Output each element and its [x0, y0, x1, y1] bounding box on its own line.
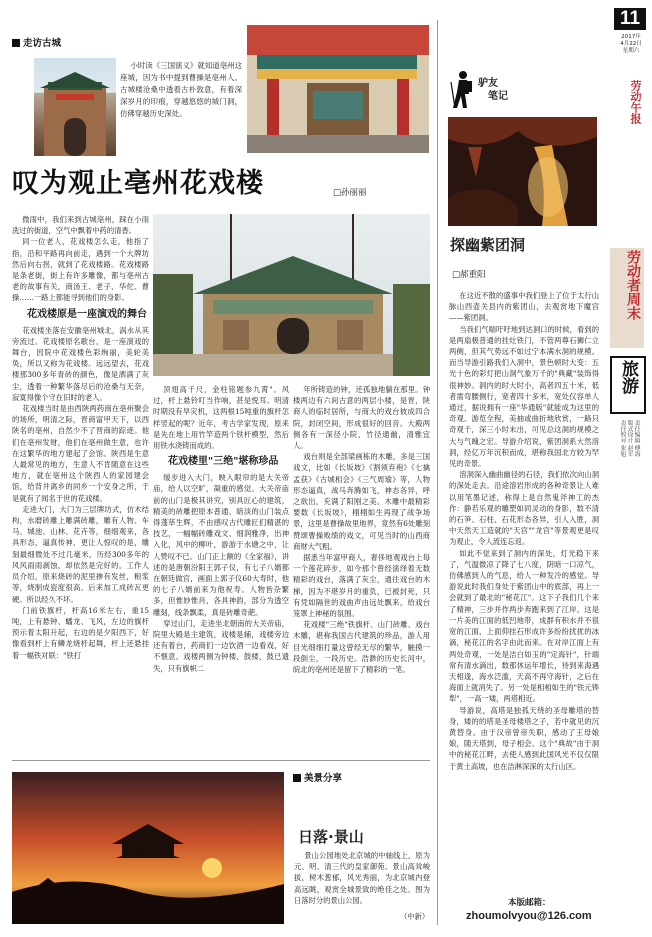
paragraph: 门前铁旗杆，杆高16米左右，重15吨，上有悬钟、蟠龙、飞风，左边的旗杆预示着太阳升起，右边的是夕阳西下，好像看到杆上有鳞龙烧杆起舞，杆上还悬挂着一幅铁对联："铁打 — [12, 605, 149, 660]
share-body: 景山公园地处北京城的中轴线上，原为元、明、清三代的皇家御苑。景山高耸峻拔，树木葱郁，风光秀丽，为北京城内登高远眺，观赏全城景致的绝佳之处。图为日落时分的景山公园。 — [294, 851, 430, 905]
jingshan-sunset-photo — [12, 772, 284, 924]
cave-photo — [448, 117, 597, 226]
paragraph: 如此不觉来到了洞内的深处，灯光稳下来了，气温微凉了降了七八度，阴暗一口凉气，仿佛感到人的气息，给人一种发冷的感觉。导游说此时我们身处于紫团山中的底部，再上一会就到了最北的"秘花江"。这下子我们几个来了精神，三步并作两步奔跑来到了江岸。这是一片美的江面的低凹地带，成群有积水并不很宽的江面，上面仰挂石形成许多纷纷扰扰的冰滴，秘花江的名字由此而来。在对岸江面上有两处奇观，一处是洁白如玉的"定海针"，针端常有清水滴出，数那休运年增长，待到来海遇天相逢，海水泛滥，天高不再守海针，之后在海面上就消失了。另一处是相相如生的"铁元铧犁"，一高一矮，两塔相近。 — [449, 548, 599, 704]
mailbox-label: 本版邮箱： — [508, 898, 551, 908]
paragraph: 缓步进入大门，映入眼帘的是大关帝庙，给人以空旷，凝重的感觉。大关帝庙前的山门是极其讲究，别具匠心的建筑，精美的砖雕把原本普通、暗淡的山门装点得蓬荜生辉，不由感叹古代雕匠们精湛的技艺，一幅幅砖雕戏文、细润雅净，出神入化，风中的柳叶，游游于水塘之中，让人赞叹不已。山门正上额的《全家福》，讲述的是唐朝汾阳王郭子仪，有七子八婿都在朝廷做官，画面上郭子仪60大寿时，他的七子八婿前来为他祝寿。人物皆杂繁多，但惟妙惟肖，各具神韵，部分为透空雕刻，线条飘柔，真是砖雕奇葩。 — [153, 473, 289, 617]
old-town-gate-photo — [34, 58, 116, 156]
subheading-stage: 花戏楼原是一座演戏的舞台 — [27, 308, 147, 320]
subheading-three-wonders: 花戏楼里"三绝"堪称珍品 — [168, 456, 279, 468]
paper-logo: 劳动午报 — [629, 80, 642, 124]
weekly-title: 劳动者周末 — [625, 250, 641, 320]
paragraph: 同一位老人，花戏楼怎么走，他指了指，沿和平路再向前走，遇到一个大牌坊然后向右拐，就到了花戏楼路。花戏楼路是条老街，街上有许多雕像，都与亳州古老的故事有关，商汤王、老子、华佗、曹操……一路上都能寻到他们的身影。 — [12, 237, 149, 303]
right-rail — [604, 0, 652, 937]
article-column-1 — [12, 214, 149, 754]
paragraph: 年所铸造的钟，还孤独地躺在那里。钟楼两边有六间古意的两层小楼，是晋，陕商人的临时居所，与商大的戏台彼成四合院，封闭空间，形成很好的回音。大殿两侧各有一深径小院，竹径通幽，清雅宜人。 — [293, 385, 430, 451]
column-label-top: 驴友 — [478, 78, 498, 89]
cave-body — [449, 290, 599, 880]
paragraph: 花戏楼当时是由西陕两药商在亳州聚会的场所，明清之际，晋商富甲天下，以西陕名的亳州，自然少不了晋商的踪迹。他们在亳州发财，他们在亳州做生意，也许在这繁华的地方建起了会馆。陕西是生意人最常见的地方，生意人不肯随意在这些地方，就在亳州这个陕西人的家园建会馆，给背井离乡的同乡一个安身之所，于是就有了闻名于世的花戏楼。 — [12, 404, 149, 503]
section-name: 旅游 — [618, 360, 638, 394]
column-divider — [437, 20, 438, 925]
paragraph: 在这近不散的盛事中我们登上了位于太行山脉山西壶关县内的紫团山，去观赏地下魔宫——紫团洞。 — [449, 291, 599, 323]
paragraph: 穿过山门，走进坐北朝南的大关帝庙，院里大殿是主建筑，戏楼是辅，戏楼旁边还有着台，药商们一边饮酒一边看戏，好不惬意。戏楼两侧为钟楼、鼓楼，鼓已遗失，只有旗帜二 — [153, 618, 289, 673]
paragraph: 顶翅高千尺，金柱铭题参九霄"。风过，杆上悬铃叮当作响，甚是悦耳。明清时期没有旱灾机，这两根15吨重的旗杆怎样竖起的呢？近年，考古学家发现，原来是先在地上用竹竿造两个铁杆模型，然后用铁水浇铸而成的。 — [153, 385, 289, 451]
cave-headline: 探幽紫团洞 — [450, 236, 526, 254]
cave-author: □郝重阳 — [452, 270, 486, 280]
hall-interior-photo — [247, 25, 429, 153]
visit-intro: 小时读《三国演义》就知道亳州这座城，因为书中提到曹操是亳州人。古城楼沧桑中透着古朴敦意，有着深深岁月的印痕，穿越悠悠的城门洞，仿佛穿越历史深处。 — [120, 61, 242, 118]
paragraph: 据悉当年富甲商人，奢侈地观戏台上每一个莲花碎步，如今那个曾经演绎着无数精彩的戏台，落满了灰尘，通往戏台的木梯，因为不堪岁月的重负，已被封死，只有凭如隔世的戏曲声由远处飘来，给戏台笼罩上神秘的氛围。 — [293, 553, 430, 619]
article-column-2 — [153, 384, 289, 754]
main-headline: 叹为观止亳州花戏楼 — [12, 168, 264, 199]
page-number: 11 — [614, 8, 646, 30]
share-source: （中新） — [400, 912, 430, 921]
paragraph: 导游说，高塔是独孤天绕的圣母雕塔的替身，矮的的塔是圣母楼塔之子，若中就见的沉黄替身。由于汉帝曾帝失职，感动了王母娘娘，随天塔到，母子相会。这个"典故"由于洞中的秘花江畔，去使人感到此国风光不仅仅限于黄土高坡，也在洁淋深深的太行山区。 — [449, 705, 599, 771]
section-label-visit: 走访古城 — [12, 35, 61, 49]
paragraph: 花戏楼"三绝"铁旗杆、山门砖雕、戏台木雕，堪称我国古代建筑的珍品，游人用目光细细打量这曾经无尽的繁华，触摸一段倒尘，一段历史。浩渺的历史长河中，皖北的亳州还是留下了精彩的一笔。 — [293, 620, 430, 675]
paragraph: 戏台则是全部梁画栋的木雕，多是三国戏文，比如《长坂坡》《割须弃袍》《七擒孟获》《古城相会》《三气周瑜》等，人物形态逼真，战马奔腾如飞，神态各异，呼之欲出，充满了阳刚之美。木雕中最精彩要数《长坂坡》，栩栩如生再现了战争场景，这里是曹操故里地界，竟然有6处雕刻赞颂曹操败绩的戏文，可见当时的山西商商财大气粗。 — [293, 452, 430, 551]
hiker-icon — [449, 70, 475, 110]
main-author: □孙丽丽 — [333, 188, 367, 198]
paragraph: 走进大门，大门为三层牌坊式，仿木结构，水磨砖雕上雕满砖雕，雕有人物、车马、城池、山林、花卉等，细细观来，各具形态，逼真传神，更让人惊叹的是，雕刻最细微处不过几毫米，历经300多年的风风雨雨剥蚀，却依然是完好的。工作人员介绍，原来烧砖的泥里掺有发丝，粮浆等，烧制成瓷度很高、后来加工成砖瓦更硬。所以经久不坏。 — [12, 504, 149, 604]
column-label-bottom: 笔记 — [488, 91, 508, 102]
flower-theatre-photo — [153, 214, 430, 376]
divider — [12, 760, 430, 761]
issue-date: 2017年 4月22日 星期六 — [620, 34, 642, 54]
article-column-3 — [293, 384, 430, 754]
credits: 责任编辑 傅海 版式设计 赵军 责任校对 张旭 — [619, 420, 639, 457]
paragraph: 花戏楼坐落在安徽亳州城北，涡水从其旁流过。花戏楼原名歌台，是一座演戏的舞台，因院中花戏楼色彩绚丽，美轮美奂，所以又称为花戏楼。远远望去，花戏楼那300多年青砖的颜色，像是洒满了灰尘，透着一种繁华落尽后的沧桑与无奈，寂寞得像个守在旧时的老人。 — [12, 325, 149, 402]
paragraph: 微雨中，我们来到古城亳州，踩在小雨洗过的街道，空气中飘着中药的清香。 — [12, 215, 149, 236]
mailbox-email[interactable]: zhoumolvyou@126.com — [466, 910, 592, 922]
section-label-share: 美景分享 — [293, 770, 342, 784]
paragraph: 当我们气喘吁吁地到达洞口的时候，看到的是两扇极普通的挂灶铁门，不管两尊石狮仁立两侧，但其气势远不如过宁本满水洞的规模。而当导游引路我们入洞中，景色顿时大变：五光十色的彩灯把山洞气象万千的"典藏"装饰得很神妙。洞内的时大时小，高者四五十米，低者需弯腰侧行，宽者四十多米，宽处仅容单人通过，据说拥有一座"华通版"就能成为这里的奇观。游览全程，美抽或曲折地欣赏，一路只奇观千，深三小时未出，可见总这洞的规模之大与气魄之宏。导游介绍说，紫团洞系大然溶洞，经亿万年沉积而成，堪称我国北方较为罕见的奇景。 — [449, 324, 599, 469]
share-headline: 日落·景山 — [298, 828, 364, 846]
paragraph: 溶洞深入幽曲幽径的石径，我们依次向山洞的深处走去。沿途溶岩形成的各种奇景让人难以用笔墨记述，称得上是自然鬼斧神工的杰作：静若乐观的雕塑如同灵动的身影，数不清的石笋、石柱、石花形态各异，引人入胜，洞中天然天工造就的"天宫""龙宫"等景观更是叹为观止，令人流连忘返。 — [449, 470, 599, 547]
